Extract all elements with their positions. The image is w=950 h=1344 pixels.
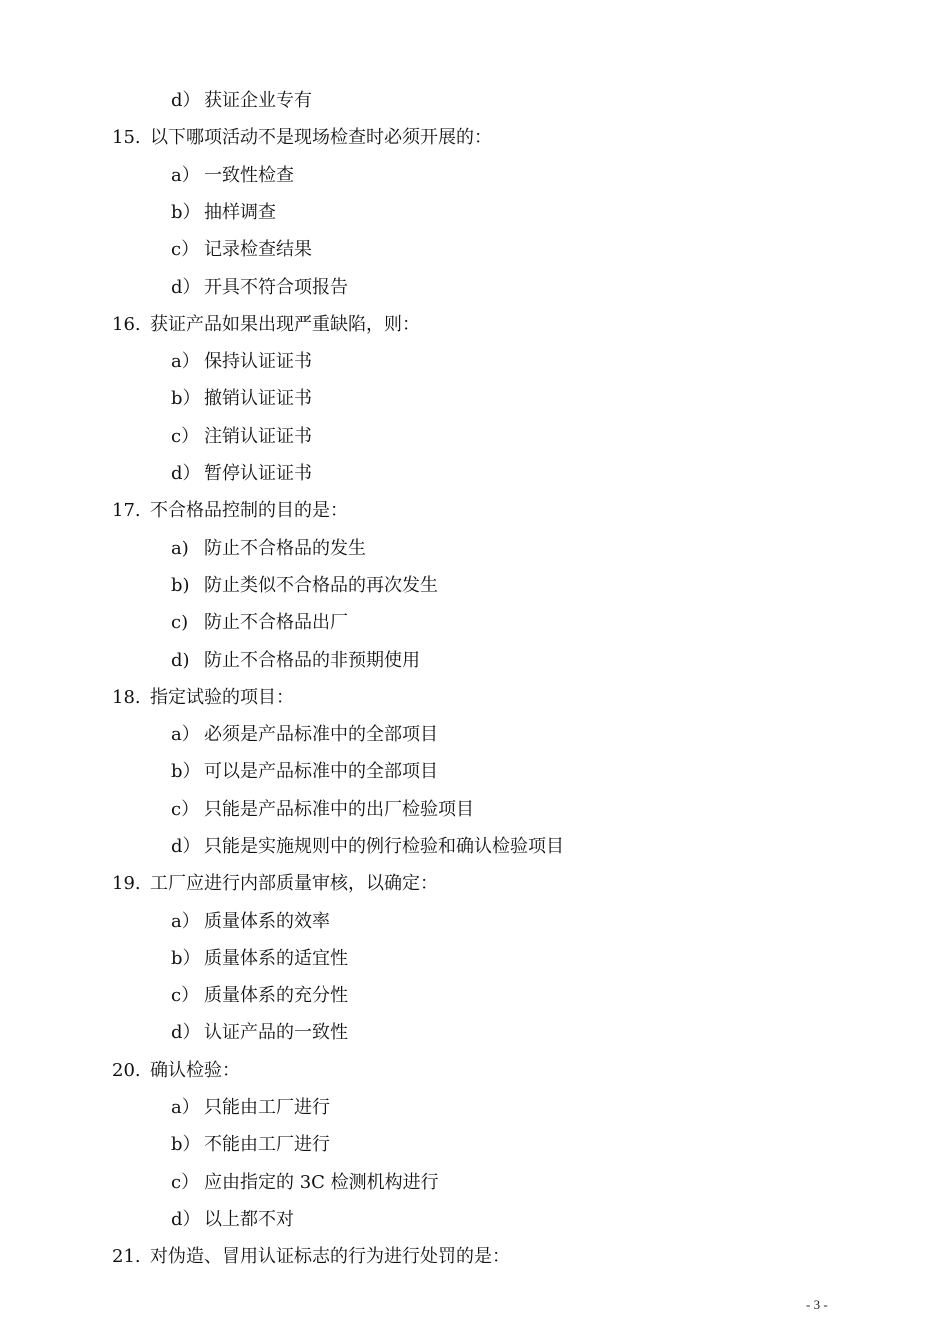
question-stem <box>112 126 492 150</box>
option-text: 抽样调查 <box>204 202 276 223</box>
option-label: a） <box>171 724 200 745</box>
option-text: 应由指定的 3C 检测机构进行 <box>204 1172 439 1193</box>
option-text: 防止不合格品的非预期使用 <box>204 650 420 671</box>
answer-option <box>171 238 312 262</box>
option-label: a) <box>171 538 189 559</box>
option-label: d） <box>171 836 201 857</box>
answer-option <box>171 723 438 747</box>
answer-option <box>171 276 348 300</box>
question-number: 18. <box>112 687 141 708</box>
option-text: 以上都不对 <box>204 1209 294 1230</box>
question-number: 16. <box>112 314 141 335</box>
option-text: 认证产品的一致性 <box>204 1022 348 1043</box>
option-text: 注销认证证书 <box>204 426 312 447</box>
option-text: 只能是产品标准中的出厂检验项目 <box>204 799 474 820</box>
answer-option <box>171 462 312 486</box>
option-text: 一致性检查 <box>204 165 294 186</box>
option-label: d） <box>171 463 201 484</box>
answer-option <box>171 1021 348 1045</box>
answer-option <box>171 947 348 971</box>
answer-option <box>171 1133 330 1157</box>
option-label: b) <box>171 575 190 596</box>
option-label: b） <box>171 761 201 782</box>
option-text: 可以是产品标准中的全部项目 <box>204 761 438 782</box>
option-label: b） <box>171 202 201 223</box>
question-number: 17. <box>112 500 141 521</box>
option-text: 必须是产品标准中的全部项目 <box>204 724 438 745</box>
question-text: 获证产品如果出现严重缺陷，则： <box>150 314 420 335</box>
option-label: c) <box>171 612 189 633</box>
option-label: d） <box>171 1209 201 1230</box>
option-label: d） <box>171 1022 201 1043</box>
answer-option <box>171 611 348 635</box>
answer-option <box>171 425 312 449</box>
option-text: 暂停认证证书 <box>204 463 312 484</box>
option-label: a） <box>171 911 200 932</box>
question-stem <box>112 686 294 710</box>
question-text: 确认检验： <box>150 1060 240 1081</box>
option-label: b） <box>171 388 201 409</box>
option-label: a） <box>171 351 200 372</box>
option-text: 防止不合格品出厂 <box>204 612 348 633</box>
option-text: 防止类似不合格品的再次发生 <box>204 575 438 596</box>
answer-option <box>171 537 366 561</box>
option-label: d) <box>171 650 190 671</box>
option-text: 防止不合格品的发生 <box>204 538 366 559</box>
answer-option <box>171 984 348 1008</box>
question-text: 对伪造、冒用认证标志的行为进行处罚的是： <box>150 1246 510 1267</box>
question-number: 21. <box>112 1246 141 1267</box>
option-label: c） <box>171 426 200 447</box>
answer-option <box>171 574 438 598</box>
answer-option <box>171 649 420 673</box>
option-label: c） <box>171 799 200 820</box>
answer-option <box>171 835 564 859</box>
question-stem <box>112 1245 510 1269</box>
answer-option <box>171 1096 330 1120</box>
answer-option <box>171 89 312 113</box>
option-label: c） <box>171 1172 200 1193</box>
option-text: 获证企业专有 <box>204 90 312 111</box>
answer-option <box>171 350 312 374</box>
option-text: 只能是实施规则中的例行检验和确认检验项目 <box>204 836 564 857</box>
answer-option <box>171 387 312 411</box>
answer-option <box>171 201 276 225</box>
answer-option <box>171 760 438 784</box>
question-number: 20. <box>112 1060 141 1081</box>
question-stem <box>112 313 420 337</box>
option-text: 开具不符合项报告 <box>204 277 348 298</box>
option-label: b） <box>171 1134 201 1155</box>
option-text: 质量体系的充分性 <box>204 985 348 1006</box>
option-label: d） <box>171 277 201 298</box>
option-label: c） <box>171 239 200 260</box>
question-text: 指定试验的项目： <box>150 687 294 708</box>
question-text: 不合格品控制的目的是： <box>150 500 348 521</box>
option-text: 保持认证证书 <box>204 351 312 372</box>
answer-option <box>171 798 474 822</box>
question-text: 工厂应进行内部质量审核，以确定： <box>150 873 438 894</box>
option-label: b） <box>171 948 201 969</box>
question-number: 15. <box>112 127 141 148</box>
question-text: 以下哪项活动不是现场检查时必须开展的： <box>150 127 492 148</box>
answer-option <box>171 910 330 934</box>
option-text: 记录检查结果 <box>204 239 312 260</box>
option-text: 不能由工厂进行 <box>204 1134 330 1155</box>
option-text: 质量体系的效率 <box>204 911 330 932</box>
question-stem <box>112 1059 240 1083</box>
option-label: c） <box>171 985 200 1006</box>
option-text: 质量体系的适宜性 <box>204 948 348 969</box>
option-text: 只能由工厂进行 <box>204 1097 330 1118</box>
option-label: a） <box>171 165 200 186</box>
answer-option <box>171 164 294 188</box>
question-number: 19. <box>112 873 141 894</box>
answer-option <box>171 1208 294 1232</box>
page-number: - 3 - <box>806 1297 828 1312</box>
question-stem <box>112 499 348 523</box>
answer-option <box>171 1171 439 1195</box>
option-label: d） <box>171 90 201 111</box>
option-text: 撤销认证证书 <box>204 388 312 409</box>
question-stem <box>112 872 438 896</box>
option-label: a） <box>171 1097 200 1118</box>
